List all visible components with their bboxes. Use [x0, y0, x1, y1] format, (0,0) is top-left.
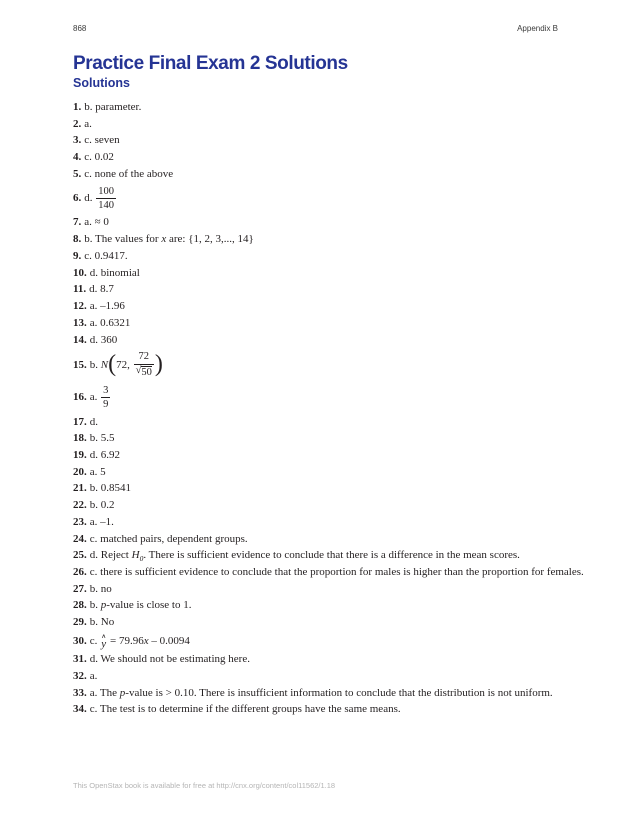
solution-text: d. 8.7 [89, 283, 114, 296]
big-paren-close: ) [154, 351, 163, 378]
solution-item [73, 268, 610, 279]
solution-item [73, 584, 610, 595]
footer-attribution: This OpenStax book is available for free at http://cnx.org/content/col11562/1.18 [73, 781, 336, 790]
solution-text: c. none of the above [84, 167, 174, 180]
solution-item [73, 534, 610, 545]
solution-number: 22. [73, 499, 87, 512]
solution-item [73, 450, 610, 461]
solution-text: d. binomial [89, 266, 140, 279]
solution-number: 32. [73, 669, 87, 682]
solution-number: 30. [73, 634, 87, 647]
solution-item [73, 301, 610, 312]
page-number: 868 [73, 24, 87, 33]
solution-text: b. The values for x are: {1, 2, 3,..., 14} [84, 233, 254, 246]
solution-text: c. 0.9417. [84, 249, 128, 262]
solution-number: 33. [73, 686, 87, 699]
solution-text: b. 0.2 [89, 499, 115, 512]
solution-item [73, 433, 610, 444]
solution-number: 31. [73, 653, 87, 666]
solution-item [73, 335, 610, 346]
fraction: $\frac{3}{9}$ [103, 384, 109, 410]
solution-item [73, 688, 610, 699]
solution-item [73, 634, 610, 649]
solution-number: 19. [73, 448, 87, 461]
solution-number: 3. [73, 134, 82, 147]
solution-number: 14. [73, 333, 87, 346]
solution-item [73, 617, 610, 628]
solution-number: 29. [73, 616, 87, 629]
solution-text: a. $\frac{3}{9}$ [89, 384, 109, 410]
solution-number: 13. [73, 316, 87, 329]
page-title: Practice Final Exam 2 Solutions [73, 53, 348, 74]
solution-number: 8. [73, 233, 82, 246]
solution-text: b. no [89, 582, 112, 595]
solution-text: b. 0.8541 [89, 482, 131, 495]
solution-item [73, 467, 610, 478]
solution-number: 20. [73, 465, 87, 478]
appendix-label: Appendix B [517, 24, 558, 33]
solution-item [73, 549, 610, 564]
solution-text: b. parameter. [84, 101, 142, 113]
solution-text: b. N(72, 72 √ 50 ) [89, 351, 163, 378]
solution-number: 21. [73, 482, 87, 495]
solution-item [73, 567, 610, 578]
fraction: 72 √ 50 [135, 351, 152, 378]
solution-text: c. 0.02 [84, 151, 114, 164]
solution-text: a. 5 [89, 465, 106, 478]
solution-number: 17. [73, 415, 87, 428]
solution-item [73, 102, 610, 113]
solution-text: d. [89, 415, 98, 428]
solution-number: 27. [73, 582, 87, 595]
solution-text: a. ≈ 0 [84, 216, 109, 229]
solution-item [73, 318, 610, 329]
solution-item [73, 284, 610, 295]
solution-number: 5. [73, 167, 82, 180]
solution-text: c. ∧ y = 79.96x – 0.0094 [89, 632, 190, 650]
solution-item [73, 704, 610, 715]
solution-number: 10. [73, 266, 87, 279]
solution-item [73, 417, 610, 428]
solution-number: 2. [73, 117, 82, 130]
solution-text: d. Reject $H_0$. There is sufficient evidence to conclude that there is a difference in the mean scores. [89, 549, 520, 564]
big-paren-open: ( [108, 351, 117, 378]
solution-text: b. No [89, 616, 115, 629]
solution-item [73, 135, 610, 146]
solution-text: c. The test is to determine if the different groups have the same means. [89, 703, 401, 716]
solution-item [73, 152, 610, 163]
section-subtitle: Solutions [73, 76, 130, 90]
solution-number: 4. [73, 151, 82, 164]
solution-item [73, 654, 610, 665]
solution-number: 18. [73, 432, 87, 445]
solution-text: d. 6.92 [89, 448, 120, 461]
solution-number: 9. [73, 249, 82, 262]
solution-text: b. 5.5 [89, 432, 115, 445]
solution-number: 28. [73, 599, 87, 612]
solutions-list [73, 102, 610, 721]
solution-number: 26. [73, 565, 87, 578]
solution-text: b. p-value is close to 1. [89, 599, 192, 612]
solution-item [73, 234, 610, 245]
solution-item [73, 217, 610, 228]
solution-item [73, 517, 610, 528]
page-header [73, 24, 558, 33]
solution-text: a. [89, 669, 98, 682]
solution-text: c. matched pairs, dependent groups. [89, 532, 248, 545]
y-hat: ∧ y [101, 632, 107, 650]
fraction: $\frac{100}{140}$ [98, 185, 114, 211]
solution-number: 1. [73, 101, 82, 113]
solution-number: 6. [73, 192, 82, 205]
solution-item [73, 169, 610, 180]
solution-text: a. –1.96 [89, 300, 125, 313]
solution-number: 11. [73, 283, 87, 296]
solution-number: 34. [73, 703, 87, 716]
solution-number: 24. [73, 532, 87, 545]
solution-item [73, 119, 610, 130]
solution-number: 15. [73, 358, 87, 371]
solution-text: d. 360 [89, 333, 118, 346]
solution-number: 25. [73, 549, 87, 562]
solution-text: a. The p-value is > 0.10. There is insufficient information to conclude that the distribution is not uniform. [89, 686, 553, 699]
solution-item [73, 500, 610, 511]
solution-text: a. 0.6321 [89, 316, 131, 329]
solution-item [73, 483, 610, 494]
solution-text: c. there is sufficient evidence to conclude that the proportion for males is higher than the proportion for females. [89, 565, 584, 578]
solution-text: a. [84, 117, 92, 130]
solution-number: 23. [73, 515, 87, 528]
solution-text: a. –1. [89, 515, 114, 528]
solution-item [73, 671, 610, 682]
solution-number: 7. [73, 216, 82, 229]
solution-number: 12. [73, 300, 87, 313]
solution-item [73, 251, 610, 262]
solution-text: d. We should not be estimating here. [89, 653, 250, 666]
solution-item [73, 186, 610, 213]
solution-text: d. $\frac{100}{140}$ [84, 185, 114, 211]
solution-item [73, 385, 610, 412]
solution-text: c. seven [84, 134, 120, 147]
solution-number: 16. [73, 391, 87, 404]
solution-item [73, 600, 610, 611]
solution-item [73, 351, 610, 379]
